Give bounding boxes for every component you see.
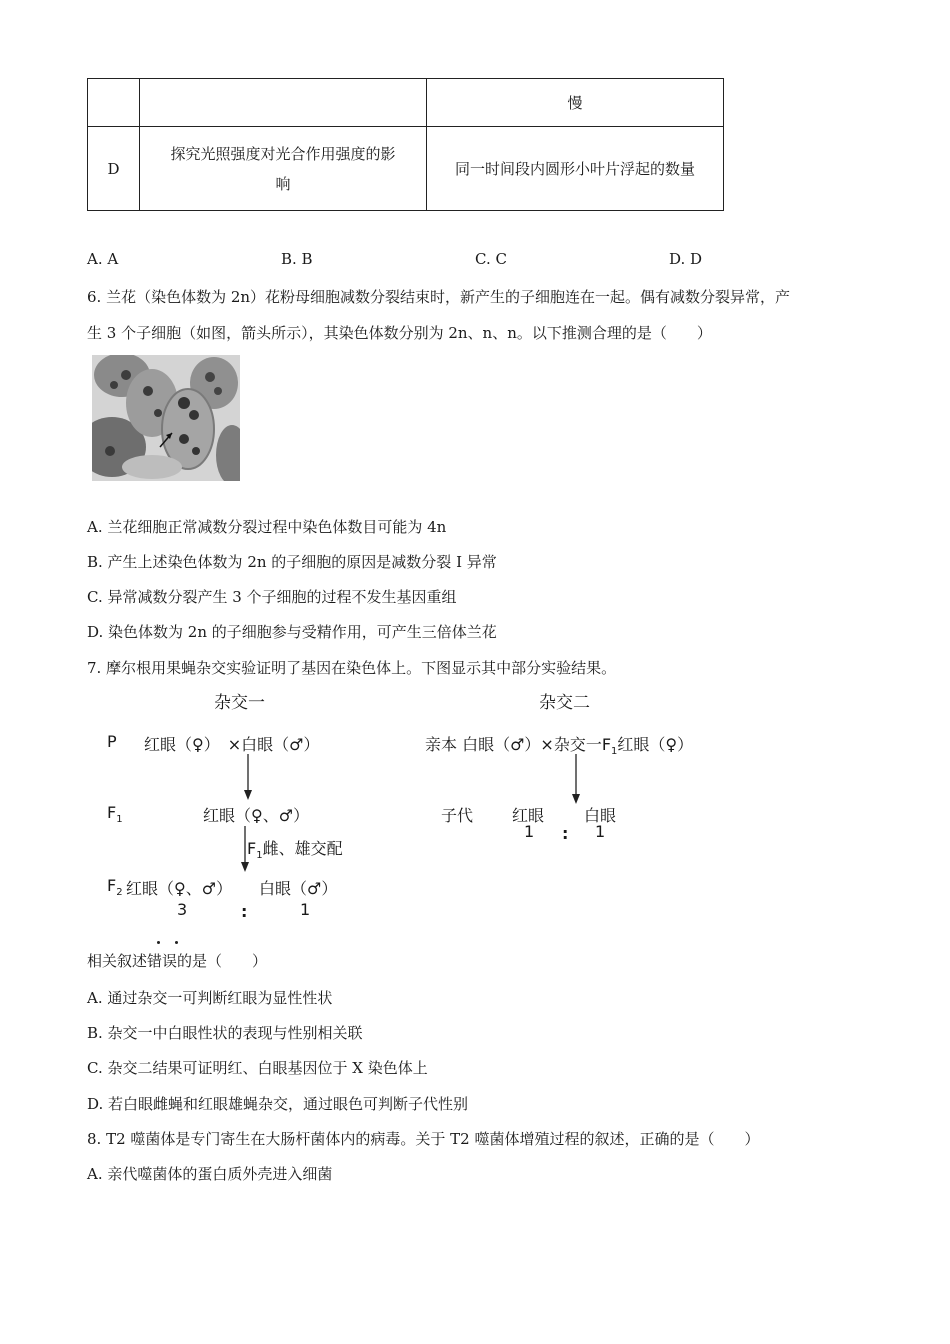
cross2-parent-prefix: 亲本 白眼（♂）×杂交一F [425, 735, 612, 754]
mate-sub: 1 [256, 850, 263, 862]
q7-option-a: A. 通过杂交一可判断红眼为显性性状 [87, 989, 333, 1007]
q6-option-b: B. 产生上述染色体数为 2n 的子细胞的原因是减数分裂 Ⅰ 异常 [87, 553, 497, 571]
ratio-colon: : [241, 902, 248, 921]
cross2-ratio-1a: 1 [524, 822, 535, 841]
q7-option-d: D. 若白眼雌蝇和红眼雄蝇杂交，通过眼色可判断子代性别 [87, 1095, 469, 1113]
question-7-ask: 相关叙述错误的是（ ） [87, 952, 268, 970]
q6-option-d: D. 染色体数为 2n 的子细胞参与受精作用，可产生三倍体兰花 [87, 623, 497, 641]
table-cell: 慢 [427, 79, 724, 127]
cross2-ratio-1b: 1 [595, 822, 606, 841]
f1-letter: F [107, 803, 117, 822]
ratio-1: 1 [300, 900, 311, 919]
f1-sub: 1 [116, 814, 123, 826]
f1-result: 红眼（♀、♂） [203, 806, 310, 825]
f2-letter: F [107, 876, 117, 895]
ratio-3: 3 [177, 900, 188, 919]
cross1-title: 杂交一 [214, 693, 265, 713]
mate-suffix: 雌、雄交配 [262, 839, 343, 858]
question-7-stem: 7. 摩尔根用果蝇杂交实验证明了基因在染色体上。下图显示其中部分实验结果。 [87, 659, 617, 677]
q6-option-c: C. 异常减数分裂产生 3 个子细胞的过程不发生基因重组 [87, 588, 457, 606]
table-cell: D [88, 127, 140, 211]
p-parents: 红眼（♀） ×白眼（♂） [144, 735, 320, 754]
q8-option-a: A. 亲代噬菌体的蛋白质外壳进入细菌 [87, 1165, 333, 1183]
q6-option-a: A. 兰花细胞正常减数分裂过程中染色体数目可能为 4n [87, 518, 447, 536]
mate-prefix: F [247, 839, 257, 858]
f2-sub: 2 [116, 887, 123, 899]
offspring-white: 白眼 [584, 806, 617, 825]
arrowhead [572, 794, 580, 804]
option-d: D. D [669, 250, 703, 268]
offspring-red: 红眼 [512, 806, 545, 825]
option-c: C. C [475, 250, 507, 268]
emphasis-dot [175, 941, 178, 944]
question-6-stem-line2: 生 3 个子细胞（如图，箭头所示），其染色体数分别为 2n、n、n。以下推测合理的是（ ） [87, 324, 712, 342]
table-cell-line: 响 [275, 174, 291, 193]
arrowhead [241, 862, 249, 872]
q7-option-c: C. 杂交二结果可证明红、白眼基因位于 X 染色体上 [87, 1059, 428, 1077]
option-b: B. B [281, 250, 313, 268]
question-6-stem-line1: 6. 兰花（染色体数为 2n）花粉母细胞减数分裂结束时，新产生的子细胞连在一起。偶有减数分裂异常，产 [87, 288, 791, 306]
f2-result-white: 白眼（♂） [259, 879, 338, 898]
cross2-parent-sub: 1 [611, 746, 618, 758]
cross2-ratio-colon: : [562, 824, 569, 843]
p-label: P [107, 732, 117, 751]
option-a: A. A [87, 250, 119, 268]
arrowhead [244, 790, 252, 800]
question-8-stem: 8. T2 噬菌体是专门寄生在大肠杆菌体内的病毒。关于 T2 噬菌体增殖过程的叙述，正确的是（ ） [87, 1130, 760, 1148]
offspring-label: 子代 [441, 806, 474, 825]
cross2-parent-suffix: 红眼（♀） [617, 735, 694, 754]
table-cell: 同一时间段内圆形小叶片浮起的数量 [427, 127, 724, 211]
cross2-title: 杂交二 [539, 693, 590, 713]
emphasis-dot [157, 941, 160, 944]
table-cell-line: 探究光照强度对光合作用强度的影 [170, 144, 396, 163]
f2-result-red: 红眼（♀、♂） [126, 879, 233, 898]
q7-option-b: B. 杂交一中白眼性状的表现与性别相关联 [87, 1024, 363, 1042]
